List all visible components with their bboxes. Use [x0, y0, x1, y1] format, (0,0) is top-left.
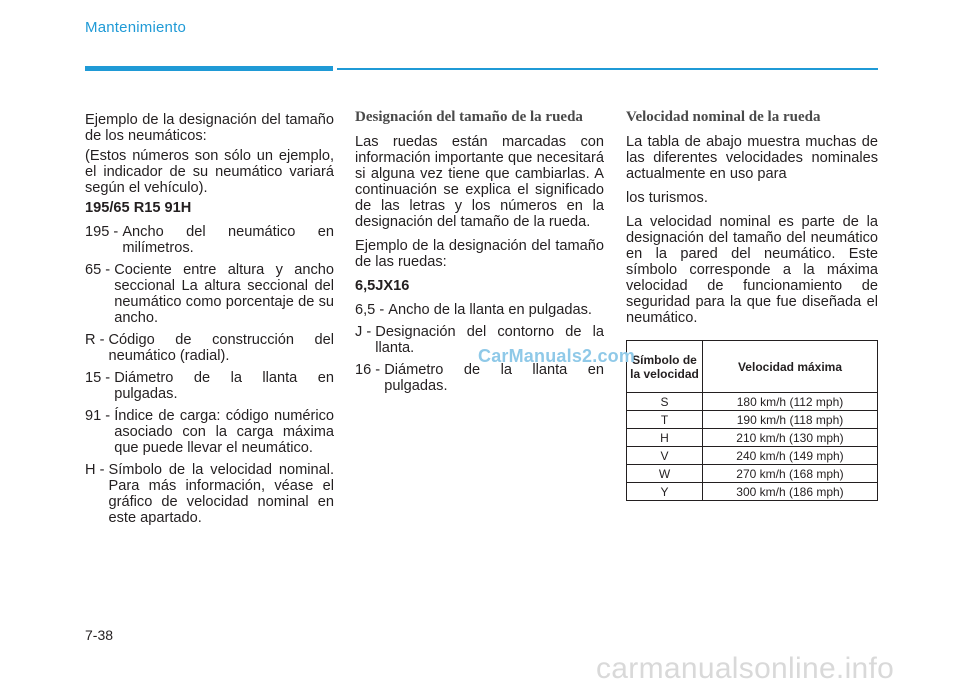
table-cell-symbol: Y — [627, 483, 703, 501]
table-cell-speed: 180 km/h (112 mph) — [703, 393, 878, 411]
list-item-text: Designación del contorno de la llanta. — [375, 324, 604, 356]
list-item-key: 91 - — [85, 408, 115, 424]
list-item-key: 16 - — [355, 362, 385, 378]
list-item — [85, 262, 334, 326]
wheel-example-label: Ejemplo de la designación del tamaño de las ruedas: — [355, 238, 604, 270]
table-row — [627, 429, 878, 447]
right-column — [626, 108, 878, 501]
speed-intro-cont: los turismos. — [626, 190, 708, 206]
table-cell-speed: 210 km/h (130 mph) — [703, 429, 878, 447]
list-item — [85, 370, 334, 402]
footer-brand[interactable]: carmanualsonline.info — [596, 652, 895, 685]
table-cell-symbol: W — [627, 465, 703, 483]
list-item — [355, 302, 604, 318]
header-rule-thin — [337, 68, 878, 70]
page-number: 7-38 — [85, 627, 114, 643]
left-intro-1: Ejemplo de la designación del tamaño de los neumáticos: — [85, 112, 334, 144]
list-item-text: Símbolo de la velocidad nominal. Para más información, véase el gráfico de velocidad nominal en este apartado. — [108, 462, 334, 526]
wheel-size-heading: Designación del tamaño de la rueda — [355, 109, 583, 125]
table-cell-speed: 240 km/h (149 mph) — [703, 447, 878, 465]
table-cell-symbol: H — [627, 429, 703, 447]
wheel-intro: Las ruedas están marcadas con información importante que necesitará si alguna vez tiene que cambiarlas. A continuación se explica el significado de las letras y los números en la designación del tamaño de la rueda. — [355, 134, 604, 230]
list-item — [85, 224, 334, 256]
list-item-key: J - — [355, 324, 376, 340]
table-cell-symbol: S — [627, 393, 703, 411]
wheel-code: 6,5JX16 — [355, 278, 410, 294]
header-rule-thick — [85, 66, 333, 71]
table-row — [627, 393, 878, 411]
table-header-symbol: Símbolo de la velocidad — [627, 341, 703, 393]
list-item-text: Cociente entre altura y ancho seccional La altura seccional del neumático como porcentaje de su ancho. — [114, 262, 334, 326]
section-title: Mantenimiento — [85, 19, 186, 36]
list-item-text: Ancho del neumático en milímetros. — [122, 224, 334, 256]
list-item-text: Ancho de la llanta en pulgadas. — [388, 302, 592, 318]
table-row — [627, 465, 878, 483]
list-item-key: 65 - — [85, 262, 115, 278]
speed-intro: La tabla de abajo muestra muchas de las diferentes velocidades nominales actualmente en uso para — [626, 134, 878, 182]
list-item-text: Diámetro de la llanta en pulgadas. — [114, 370, 334, 402]
speed-explanation: La velocidad nominal es parte de la designación del tamaño del neumático en la pared del neumático. Este símbolo corresponde a la máxima velocidad de funcionamiento de seguridad para la que fue diseñada el neumático. — [626, 214, 878, 326]
table-cell-speed: 190 km/h (118 mph) — [703, 411, 878, 429]
table-cell-symbol: V — [627, 447, 703, 465]
list-item — [85, 462, 334, 526]
list-item-key: R - — [85, 332, 109, 348]
table-cell-symbol: T — [627, 411, 703, 429]
list-item-text: Índice de carga: código numérico asociado con la carga máxima que puede llevar el neumático. — [114, 408, 334, 456]
table-cell-speed: 300 km/h (186 mph) — [703, 483, 878, 501]
list-item-key: H - — [85, 462, 109, 478]
list-item — [85, 332, 334, 364]
table-row — [627, 411, 878, 429]
table-header-speed: Velocidad máxima — [703, 341, 878, 393]
tire-code: 195/65 R15 91H — [85, 200, 192, 216]
left-intro-2: (Estos números son sólo un ejemplo, el indicador de su neumático variará según el vehículo). — [85, 148, 334, 196]
list-item-key: 195 - — [85, 224, 123, 240]
list-item-text: Diámetro de la llanta en pulgadas. — [384, 362, 604, 394]
table-header-row — [627, 341, 878, 393]
list-item-text: Código de construcción del neumático (radial). — [108, 332, 334, 364]
table-row — [627, 483, 878, 501]
list-item-key: 6,5 - — [355, 302, 389, 318]
list-item-key: 15 - — [85, 370, 115, 386]
list-item — [85, 408, 334, 456]
left-column — [85, 112, 334, 532]
speed-table — [626, 340, 878, 501]
speed-rating-heading: Velocidad nominal de la rueda — [626, 109, 821, 125]
table-row — [627, 447, 878, 465]
table-cell-speed: 270 km/h (168 mph) — [703, 465, 878, 483]
watermark[interactable]: CarManuals2.com — [478, 346, 636, 366]
